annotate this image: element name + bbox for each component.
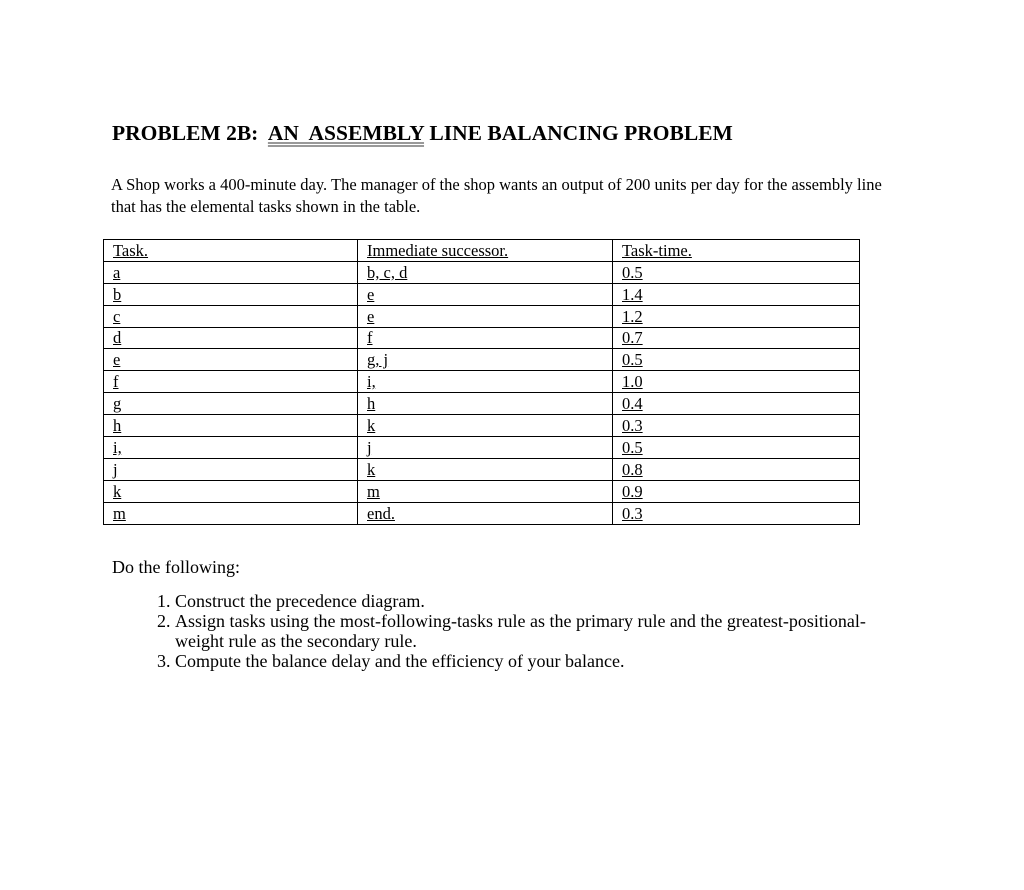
cell-task: f xyxy=(104,371,358,393)
cell-task: g xyxy=(104,393,358,415)
cell-successor: m xyxy=(358,480,613,502)
cell-time: 0.3 xyxy=(613,415,860,437)
table-row xyxy=(104,327,860,349)
title-prefix: PROBLEM 2B: xyxy=(112,121,268,145)
table-row xyxy=(104,480,860,502)
table-row xyxy=(104,502,860,524)
cell-successor: f xyxy=(358,327,613,349)
cell-time: 0.8 xyxy=(613,458,860,480)
cell-task: e xyxy=(104,349,358,371)
table-row xyxy=(104,305,860,327)
cell-successor: j xyxy=(358,437,613,459)
header-task: Task. xyxy=(104,240,358,262)
cell-time: 0.5 xyxy=(613,261,860,283)
instructions-heading: Do the following: xyxy=(112,557,240,577)
cell-task: d xyxy=(104,327,358,349)
cell-successor: k xyxy=(358,415,613,437)
page-title xyxy=(112,121,733,146)
cell-task: j xyxy=(104,458,358,480)
table-row xyxy=(104,371,860,393)
cell-time: 0.3 xyxy=(613,502,860,524)
task-table xyxy=(103,239,860,525)
instruction-item: 1. Construct the precedence diagram. xyxy=(175,591,895,611)
cell-time: 0.5 xyxy=(613,437,860,459)
cell-task: k xyxy=(104,480,358,502)
instructions-list xyxy=(130,591,895,671)
cell-time: 0.4 xyxy=(613,393,860,415)
cell-task: a xyxy=(104,261,358,283)
cell-successor: i, xyxy=(358,371,613,393)
cell-task: b xyxy=(104,283,358,305)
cell-successor: h xyxy=(358,393,613,415)
intro-paragraph: A Shop works a 400-minute day. The manager of the shop wants an output of 200 units per day for the assembly line that has the elemental tasks shown in the table. xyxy=(111,175,882,216)
table-row xyxy=(104,437,860,459)
title-suffix: LINE BALANCING PROBLEM xyxy=(424,121,733,145)
header-time: Task-time. xyxy=(613,240,860,262)
table-row xyxy=(104,283,860,305)
table-row xyxy=(104,415,860,437)
cell-time: 1.0 xyxy=(613,371,860,393)
cell-time: 1.2 xyxy=(613,305,860,327)
cell-successor: end. xyxy=(358,502,613,524)
cell-time: 0.5 xyxy=(613,349,860,371)
cell-successor: g, j xyxy=(358,349,613,371)
cell-task: c xyxy=(104,305,358,327)
table-header-row xyxy=(104,240,860,262)
cell-task: i, xyxy=(104,437,358,459)
table-row xyxy=(104,458,860,480)
cell-time: 0.9 xyxy=(613,480,860,502)
instruction-item: 2. Assign tasks using the most-following-tasks rule as the primary rule and the greatest-positional-weight rule as the secondary rule. xyxy=(175,611,895,651)
cell-task: h xyxy=(104,415,358,437)
instruction-item: 3. Compute the balance delay and the efficiency of your balance. xyxy=(175,651,895,671)
table-row xyxy=(104,393,860,415)
cell-successor: e xyxy=(358,283,613,305)
cell-successor: k xyxy=(358,458,613,480)
table-row xyxy=(104,349,860,371)
cell-time: 0.7 xyxy=(613,327,860,349)
cell-task: m xyxy=(104,502,358,524)
cell-successor: e xyxy=(358,305,613,327)
cell-time: 1.4 xyxy=(613,283,860,305)
title-underlined: AN ASSEMBLY xyxy=(267,121,425,145)
cell-successor: b, c, d xyxy=(358,261,613,283)
header-successor: Immediate successor. xyxy=(358,240,613,262)
table-row xyxy=(104,261,860,283)
